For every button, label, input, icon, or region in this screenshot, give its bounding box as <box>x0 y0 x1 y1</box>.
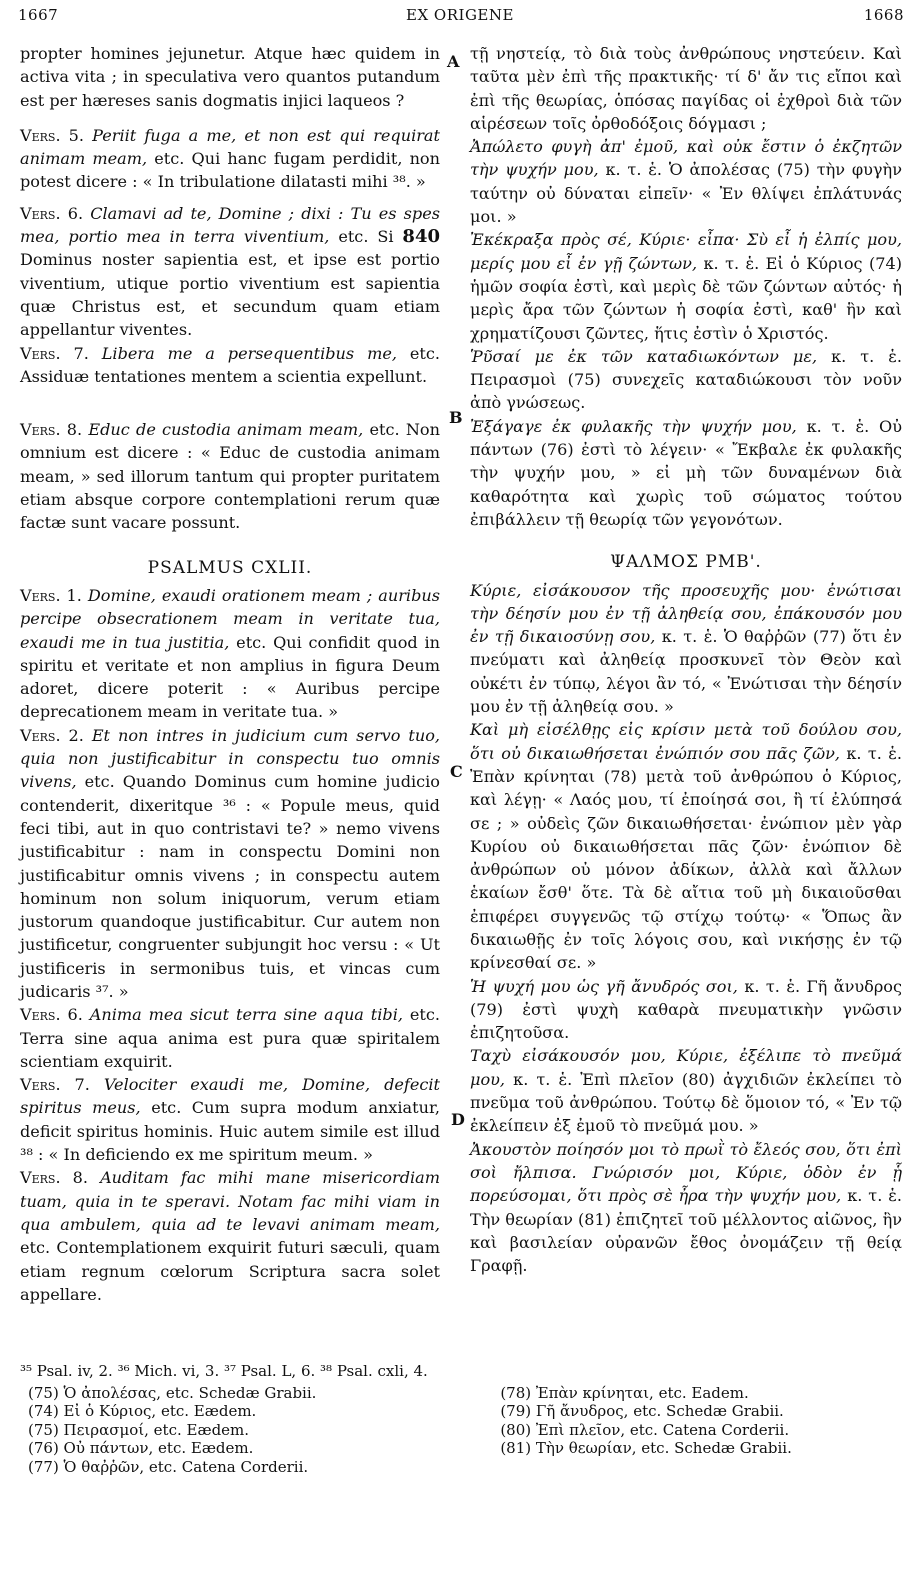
latin-psalm-verse-6 <box>20 1003 440 1073</box>
verse-commentary: κ. τ. ἑ. Ὁ θαῤῥῶν (77) ὅτι ἐν πνεύματι καὶ ἀληθείᾳ προσκυνεῖ τὸν Θεὸν καὶ οὐκέτι ἐν τύπῳ, λέγοι ἂν τό, « Ἐνώτισαι τὴν δέησίν μου ἐν τῇ ἀληθείᾳ σου. » <box>470 627 902 717</box>
latin-verse-8 <box>20 418 440 534</box>
greek-psalm-verse-1 <box>470 579 902 719</box>
footnote: (75) Πειρασμοί, etc. Eædem. <box>28 1420 250 1439</box>
verse-commentary: κ. τ. ἑ. Ἐπὶ πλεῖον (80) ἀγχιδιῶν ἐκλείπει τὸ πνεῦμα τοῦ ἀνθρώπου. Τούτῳ δὲ ὅμοιον τό, « Ἐν τῷ ἐκλείπειν ἐξ ἐμοῦ τὸ πνεῦμά μου. » <box>470 1069 902 1136</box>
latin-psalm-verse-1 <box>20 584 440 724</box>
verse-commentary: κ. τ. ἑ. Εἰ ὁ Κύριος (74) ἡμῶν σοφία ἐστὶ, καὶ μερὶς δὲ τῶν ζώντων αὐτός· ἡ μερὶς ἄρα τῶν ζώντων ἡ σοφία ἐστὶ, καθ' ἣν καὶ χρηματίζουσι ζῶντες, ἥτις ἐστὶν ὁ Χριστός. <box>470 253 902 343</box>
verse-lemma: Ἀπώλετο φυγὴ ἀπ' ἐμοῦ, καὶ οὐκ ἔστιν ὁ ἐκζητῶν τὴν ψυχήν μου, <box>470 137 902 180</box>
verse-label: Vers. 6. <box>20 203 84 223</box>
verse-commentary: etc. Assiduæ tentationes mentem a scientia expellunt. <box>20 343 440 386</box>
running-title: EX ORIGENE <box>406 6 514 24</box>
latin-paragraph: propter homines jejunetur. Atque hæc quidem in activa vita ; in speculativa vero quantos putandum est per hæreses sanis dogmatis injici laqueos ? <box>20 44 440 110</box>
left-page-number: 1667 <box>18 6 59 24</box>
verse-lemma: Periit fuga a me, et non est qui requirat animam meam, <box>20 125 440 169</box>
verse-commentary: etc. Terra sine aqua anima est pura quæ spiritalem scientiam exquirit. <box>20 1005 440 1071</box>
footnote: (78) Ἐπὰν κρίνηται, etc. Eadem. <box>500 1383 749 1402</box>
latin-verse-7 <box>20 342 440 389</box>
verse-lemma: Ἡ ψυχή μου ὡς γῆ ἄνυδρός σοι, <box>470 976 738 996</box>
verse-lemma: Καὶ μὴ εἰσέλθῃς εἰς κρίσιν μετὰ τοῦ δούλου σου, ὅτι οὐ δικαιωθήσεται ἐνώπιόν σου πᾶς ζῶν, <box>470 720 902 763</box>
footnote: (76) Οὐ πάντων, etc. Eædem. <box>28 1439 254 1458</box>
footnote: (75) Ὁ ἀπολέσας, etc. Schedæ Grabii. <box>28 1383 317 1402</box>
margin-letter-c: C <box>450 762 463 781</box>
right-page-number: 1668 <box>863 6 904 24</box>
verse-label: Vers. 6. <box>20 1005 83 1025</box>
footnote: (79) Γῆ ἄνυδρος, etc. Schedæ Grabii. <box>500 1402 784 1421</box>
greek-psalm-verse-8 <box>470 1138 902 1278</box>
verse-commentary: κ. τ. ἑ. Οὐ πάντων (76) ἐστὶ τὸ λέγειν· « Ἔκβαλε ἐκ φυλακῆς τὴν ψυχήν μου, » εἰ μὴ τῶν δυναμένων διὰ καθαρότητα καὶ χωρὶς τοῦ σώματος τούτου ἐπιβάλλειν τῇ θεωρίᾳ τῶν γεγονότων. <box>470 416 902 529</box>
notes-right-column <box>486 1384 905 1477</box>
greek-psalm-verse-6 <box>470 975 902 1045</box>
greek-psalm-verse-2 <box>470 718 902 974</box>
verse-label: Vers. 7. <box>20 1075 90 1095</box>
footnote: (77) Ὁ θαῤῥῶν, etc. Catena Corderii. <box>28 1457 309 1476</box>
verse-lemma: Ἐξάγαγε ἐκ φυλακῆς τὴν ψυχήν μου, <box>470 416 797 436</box>
verse-label: Vers. 8. <box>20 1168 88 1188</box>
verse-commentary: Dominus noster sapientia est, et ipse est portio viventium, utique portio viventium est sapientia quæ Christus est, et secundum quam etiam appellantur viventes. <box>20 250 440 340</box>
latin-verse-5 <box>20 124 440 194</box>
verse-lemma: Clamavi ad te, Domine ; dixi : Tu es spes mea, portio mea in terra viventium, <box>20 203 440 247</box>
verse-lemma: Ἐκέκραξα πρὸς σέ, Κύριε· εἶπα· Σὺ εἶ ἡ ἐλπίς μου, μερίς μου εἶ ἐν γῇ ζώντων, <box>470 230 902 273</box>
footnote: (80) Ἐπὶ πλεῖον, etc. Catena Corderii. <box>500 1420 790 1439</box>
footnote: (81) Τὴν θεωρίαν, etc. Schedæ Grabii. <box>500 1439 792 1458</box>
notes-left-column <box>20 1384 486 1477</box>
verse-commentary: etc. Contemplationem exquirit futuri sæculi, quam etiam regnum cœlorum Scriptura sacra solet appellare. <box>20 1238 440 1304</box>
greek-psalm-title: ΨΑΛΜΟΣ ΡΜΒ'. <box>610 552 762 573</box>
verse-commentary: etc. Qui hanc fugam perdidit, non potest dicere : « In tribulatione dilatasti mihi ³⁸. » <box>20 149 440 192</box>
verse-label: Vers. 5. <box>20 125 85 145</box>
footnotes <box>20 1362 905 1477</box>
latin-psalm-verse-8 <box>20 1166 440 1306</box>
verse-commentary: κ. τ. ἑ. Πειρασμοὶ (75) συνεχεῖς καταδιώκουσι τὸν νοῦν ἀπὸ γνώσεως. <box>470 346 903 413</box>
latin-psalm-verse-2 <box>20 724 440 1004</box>
footnote: (74) Εἰ ὁ Κύριος, etc. Eædem. <box>28 1402 257 1421</box>
greek-verse-7 <box>470 345 902 415</box>
verse-label: Vers. 7. <box>20 343 89 363</box>
verse-lemma: Ἀκουστὸν ποίησόν μοι τὸ πρωῒ τὸ ἔλεός σου, ὅτι ἐπὶ σοὶ ἤλπισα. Γνώρισόν μοι, Κύριε, ὁδὸν ἐν ᾗ πορεύσομαι, ὅτι πρὸς σὲ ἦρα τὴν ψυχήν μου, <box>470 1139 902 1206</box>
verse-commentary: κ. τ. ἑ. Γῆ ἄνυδρος (79) ἐστὶ ψυχὴ καθαρὰ πνευματικὴν γνῶσιν ἐπιζητοῦσα. <box>470 976 902 1043</box>
verse-label: Vers. 1. <box>20 585 82 605</box>
verse-lemma: Educ de custodia animam meam, <box>88 420 364 440</box>
verse-lemma: Ῥῦσαί με ἐκ τῶν καταδιωκόντων με, <box>470 346 818 366</box>
latin-psalm-title: PSALMUS CXLII. <box>147 557 313 578</box>
margin-letter-d: D <box>451 1110 465 1129</box>
margin-letter-a: A <box>447 52 460 71</box>
column-number: 840 <box>402 226 440 248</box>
verse-commentary: κ. τ. ἑ. Ἐπὰν κρίνηται (78) μετὰ τοῦ ἀνθρώπου ὁ Κύριος, καὶ λέγῃ· « Λαός μου, τί ἐποίησά σοι, ἢ τί ἐλύπησά σε ; » οὐδεὶς ζῶν δικαιωθήσεται· ἐνώπιον μὲν γὰρ Κυρίου οὐ δικαιωθήσεται πᾶς ζῶν· ἐνώπιον δὲ ἀνθρώπων οὐ μόνον ἀδίκων, ἀλλὰ καὶ ἄλλων ἑκαίων ἔσθ' ὅτε. Τὰ δὲ αἴτια τοῦ μὴ δικαιοῦσθαι ἐπιφέρει συγγενῶς τῷ στίχῳ τούτῳ· « Ὅπως ἂν δικαιωθῇς ἐν τοῖς λόγοις σου, καὶ νικήσῃς ἐν τῷ κρίνεσθαί σε. » <box>470 743 902 973</box>
verse-lemma: Velociter exaudi me, Domine, defecit spiritus meus, <box>20 1075 440 1118</box>
verse-lemma: Auditam fac mihi mane misericordiam tuam, quia in te speravi. Notam fac mihi viam in qua ambulem, quia ad te levavi animam meam, <box>20 1168 440 1234</box>
latin-column <box>20 42 440 1306</box>
greek-verse-5 <box>470 135 902 228</box>
verse-lemma: Anima mea sicut terra sine aqua tibi, <box>89 1005 403 1025</box>
greek-column <box>470 42 902 1277</box>
greek-paragraph: τῇ νηστείᾳ, τὸ διὰ τοὺς ἀνθρώπους νηστεύειν. Καὶ ταῦτα μὲν ἐπὶ τῆς πρακτικῆς· τί δ' ἄν τις εἴποι καὶ ἐπὶ τῆς θεωρίας, ὁπόσας παγίδας οἱ ἐχθροὶ διὰ τῶν αἱρέσεων τοῖς ὀρθοδόξοις δόγμασι ; <box>470 44 902 133</box>
spacer <box>20 388 440 418</box>
verse-commentary: κ. τ. ἑ. Ὁ ἀπολέσας (75) τὴν φυγὴν ταύτην οὐ δύναται εἰπεῖν· « Ἐν θλίψει ἐπλάτυνάς μοι. » <box>470 160 902 227</box>
latin-psalm-verse-7 <box>20 1073 440 1166</box>
verse-commentary: etc. Qui confidit quod in spiritu et veritate et non amplius in figura Deum adoret, dicere poterit : « Auribus percipe deprecationem meam in veritate tua. » <box>20 632 440 722</box>
verse-commentary: etc. Si <box>338 227 394 247</box>
verse-lemma: Κύριε, εἰσάκουσον τῆς προσευχῆς μου· ἐνώτισαι τὴν δέησίν μου ἐν τῇ ἀληθείᾳ σου, ἐπάκουσόν μου ἐν τῇ δικαιοσύνῃ σου, <box>470 580 902 647</box>
verse-lemma: Libera me a persequentibus me, <box>101 343 397 363</box>
verse-lemma: Ταχὺ εἰσάκουσόν μου, Κύριε, ἐξέλιπε τὸ πνεῦμά μου, <box>470 1046 902 1089</box>
margin-letter-b: B <box>449 408 463 427</box>
verse-label: Vers. 2. <box>20 725 84 745</box>
verse-commentary: etc. Quando Dominus cum homine judicio contenderit, dixeritque ³⁶ : « Popule meus, quid feci tibi, aut in quo contristavi te? » nemo vivens justificabitur : nam in conspectu Domini non justificabitur omnis vivens ; in conspectu autem hominum non solum iniquorum, verum etiam justorum quandoque justificabitur. Cur autem non justificetur, congruenter subjungit hoc versu : « Ut justificeris in sermonibus tuis, et vincas cum judicaris ³⁷. » <box>20 772 440 1001</box>
verse-commentary: etc. Non omnium est dicere : « Educ de custodia animam meam, » sed illorum tantum qui propter puritatem etiam absque corpore contemplationi rerum quæ factæ sunt vacare possunt. <box>20 420 440 533</box>
greek-verse-6 <box>470 228 902 344</box>
greek-verse-8 <box>470 415 902 531</box>
latin-verse-6 <box>20 202 440 342</box>
verse-commentary: etc. Cum supra modum anxiatur, deficit spiritus hominis. Huic autem simile est illud ³⁸ : « In deficiendo ex me spiritum meum. » <box>20 1098 440 1165</box>
critical-notes <box>20 1384 905 1477</box>
scripture-references: ³⁵ Psal. iv, 2. ³⁶ Mich. vi, 3. ³⁷ Psal. L, 6. ³⁸ Psal. cxli, 4. <box>20 1362 428 1380</box>
verse-label: Vers. 8. <box>20 420 83 440</box>
verse-lemma: Et non intres in judicium cum servo tuo, quia non justificabitur in conspectu tuo omnis vivens, <box>20 725 441 792</box>
greek-psalm-verse-7 <box>470 1044 902 1137</box>
verse-lemma: Domine, exaudi orationem meam ; auribus percipe obsecrationem meam in veritate tua, exaudi me in tua justitia, <box>20 585 440 652</box>
verse-commentary: κ. τ. ἑ. Τὴν θεωρίαν (81) ἐπιζητεῖ τοῦ μέλλοντος αἰῶνος, ἣν καὶ βασιλείαν οὐρανῶν ἔθος ὀνομάζειν τῇ θείᾳ Γραφῇ. <box>470 1186 903 1276</box>
